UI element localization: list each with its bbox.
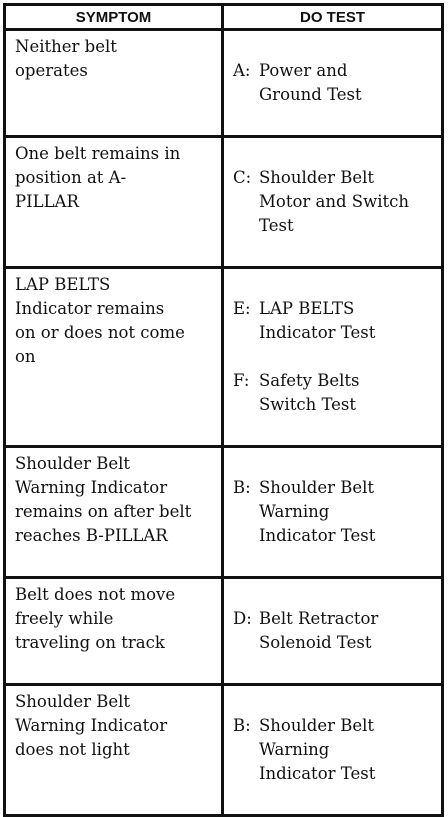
test-entry — [233, 59, 435, 107]
table-row — [5, 137, 443, 268]
test-name: Shoulder Belt Motor and Switch Test — [259, 168, 409, 235]
symptom-cell: Shoulder Belt Warning Indicator remains on after belt reaches B-PILLAR — [5, 447, 223, 578]
test-code: E: — [233, 299, 251, 318]
diagnostic-chart — [3, 3, 441, 783]
test-entry — [233, 369, 435, 417]
test-code: B: — [233, 716, 251, 735]
test-cell — [223, 268, 443, 447]
test-cell — [223, 447, 443, 578]
symptom-cell: LAP BELTS Indicator remains on or does not come on — [5, 268, 223, 447]
header-row — [5, 5, 443, 30]
test-entry — [233, 607, 435, 655]
test-entry — [233, 297, 435, 345]
test-code: A: — [233, 61, 251, 80]
test-code: F: — [233, 371, 250, 390]
symptom-cell: Neither belt operates — [5, 30, 223, 137]
symptom-cell: One belt remains in position at A- PILLAR — [5, 137, 223, 268]
test-name: Safety Belts Switch Test — [259, 371, 360, 414]
test-name: Power and Ground Test — [259, 61, 362, 104]
test-name: Shoulder Belt Warning Indicator Test — [259, 716, 376, 783]
test-entry — [233, 714, 435, 786]
do-test-header: DO TEST — [223, 5, 443, 30]
symptom-cell: Belt does not move freely while traveling on track — [5, 578, 223, 685]
test-cell — [223, 137, 443, 268]
table-row — [5, 447, 443, 578]
table-row — [5, 268, 443, 447]
test-cell — [223, 30, 443, 137]
test-code: D: — [233, 609, 252, 628]
test-code: B: — [233, 478, 251, 497]
test-entry — [233, 166, 435, 238]
table-row — [5, 685, 443, 816]
test-cell — [223, 685, 443, 816]
test-code: C: — [233, 168, 252, 187]
test-name: Shoulder Belt Warning Indicator Test — [259, 478, 376, 545]
test-name: LAP BELTS Indicator Test — [259, 299, 376, 342]
symptom-test-table — [3, 3, 444, 817]
symptom-header: SYMPTOM — [5, 5, 223, 30]
test-cell — [223, 578, 443, 685]
test-entry — [233, 476, 435, 548]
test-name: Belt Retractor Solenoid Test — [259, 609, 379, 652]
symptom-cell: Shoulder Belt Warning Indicator does not light — [5, 685, 223, 816]
table-row — [5, 30, 443, 137]
table-row — [5, 578, 443, 685]
